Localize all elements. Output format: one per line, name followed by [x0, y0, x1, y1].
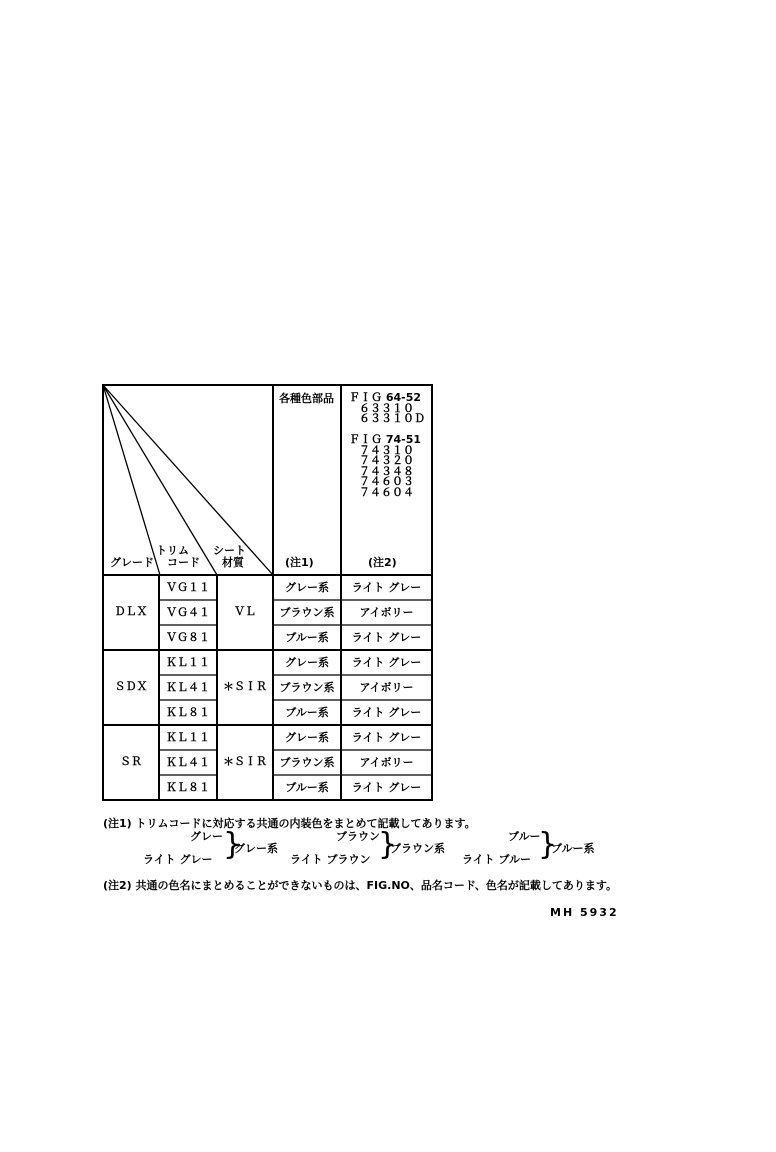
grade-header: グレード	[110, 556, 154, 569]
seat-header-1: シート	[213, 544, 246, 557]
note-color-cell: アイボリー	[359, 681, 414, 694]
trim-code-cell: ＶＧ８１	[166, 631, 210, 644]
trim-header-2: コード	[167, 556, 200, 569]
blue-system-label: ブルー系	[551, 842, 595, 855]
grade-cell: ＤＬＸ	[114, 605, 148, 618]
note-color-cell: アイボリー	[359, 606, 414, 619]
fig-line: ７４３４８	[359, 464, 414, 478]
parts-color-cell: ブラウン系	[279, 756, 335, 769]
note2-header: (注2)	[368, 556, 397, 569]
note-color-cell: ライト グレー	[351, 731, 422, 744]
light-gray-label: ライト グレー	[143, 853, 213, 866]
trim-code-cell: ＫＬ８１	[166, 706, 210, 719]
trim-code-cell: ＶＧ４１	[166, 606, 210, 619]
fig-line: ６３３１０Ｄ	[359, 412, 425, 425]
note-color-cell: ライト グレー	[351, 781, 422, 794]
trim-code-cell: ＫＬ１１	[166, 656, 210, 669]
fig-line: ６３３１０	[359, 401, 414, 415]
trim-header-1: トリム	[156, 544, 189, 557]
note1: (注1) トリムコードに対応する共通の内装色をまとめて記載してあります。	[103, 817, 476, 830]
note-color-cell: ライト グレー	[351, 581, 422, 594]
seat-header-2: 材質	[222, 556, 244, 569]
note-color-cell: ライト グレー	[351, 631, 422, 644]
brown-system-label: ブラウン系	[390, 842, 445, 855]
trim-code-cell: ＫＬ１１	[166, 731, 210, 744]
blue-label: ブルー	[508, 830, 541, 843]
fig-list	[349, 393, 425, 498]
trim-code-cell: ＫＬ８１	[166, 781, 210, 794]
fig-line: ７４６０３	[359, 475, 414, 488]
trim-code-cell: ＶＧ１１	[166, 581, 210, 594]
parts-color-cell: ブルー系	[285, 631, 329, 644]
parts-color-cell: ブルー系	[285, 781, 329, 794]
seat-material-cell: ＊ＳＩＲ	[223, 755, 267, 768]
grade-cell: ＳＤＸ	[114, 680, 148, 693]
parts-color-cell: グレー系	[285, 731, 329, 744]
parts-color-cell: ブラウン系	[279, 681, 335, 694]
note-color-cell: アイボリー	[359, 756, 414, 769]
seat-material-cell: ＶＬ	[234, 605, 256, 618]
trim-code-cell: ＫＬ４１	[166, 681, 210, 694]
parts-color-cell: グレー系	[285, 581, 329, 594]
note2: (注2) 共通の色名にまとめることができないものは、FIG.NO、品名コード、色名が記載してあります。	[103, 879, 618, 892]
parts-color-cell: ブラウン系	[279, 606, 335, 619]
fig-line: ７４３１０	[359, 443, 414, 457]
parts-color-cell: グレー系	[285, 656, 329, 669]
parts-header: 各種色部品	[279, 392, 334, 405]
gray-label: グレー	[190, 830, 223, 843]
note1-header: (注1)	[285, 556, 314, 569]
light-blue-label: ライト ブルー	[462, 853, 532, 866]
note-color-cell: ライト グレー	[351, 706, 422, 719]
seat-material-cell: ＊ＳＩＲ	[223, 680, 267, 693]
gray-system-label: グレー系	[234, 842, 278, 855]
fig-line: ７４３２０	[359, 454, 414, 467]
grade-cell: ＳＲ	[120, 755, 142, 768]
fig-line: ＦＩＧ 74-51	[349, 433, 422, 446]
parts-color-cell: ブルー系	[285, 706, 329, 719]
brown-label: ブラウン	[336, 830, 380, 843]
note-color-cell: ライト グレー	[351, 656, 422, 669]
fig-line: ＦＩＧ 64-52	[349, 391, 422, 404]
light-brown-label: ライト ブラウン	[290, 853, 371, 866]
trim-code-cell: ＫＬ４１	[166, 756, 210, 769]
document-page: 各種色部品 ＦＩＧ 64-52 ６３３１０ ６３３１０Ｄ ＦＩＧ 74-51 ７４３１０ ７４３２０ ７４３４８ ７４６０３ ７４６０４ グレード トリム コード シート 材質 (注1) (注2) ＤＬＸ ＶＬ ＶＧ１１ グレー系 ライト グレー ＶＧ４１ ブラウン系 アイボリー ＶＧ８１ ブルー系 ライト グレー ＳＤＸ ＊ＳＩＲ ＫＬ１１ グレー系 ライト グレー ＫＬ４１ ブラウン系 アイボリー ＫＬ８１ ブルー系 ライト グレー ＳＲ ＊ＳＩＲ ＫＬ１１ グレー系 ライト グレー ＫＬ４１ ブラウン系 アイボリー ＫＬ８１ ブルー系 ライト グレー (注1) トリムコードに対応する共通の内装色をまとめて記載してあります。 グレー ライト グレー } グレー系 ブラウン ライト ブラウン } ブラウン系 ブルー ライト ブルー } ブルー系 (注2) 共通の色名にまとめることができないものは、FIG.NO、品名コード、色名が記載してあります。 MH 5932	[0, 0, 776, 1152]
document-code: MH 5932	[550, 906, 619, 919]
fig-line: ７４６０４	[359, 485, 414, 499]
